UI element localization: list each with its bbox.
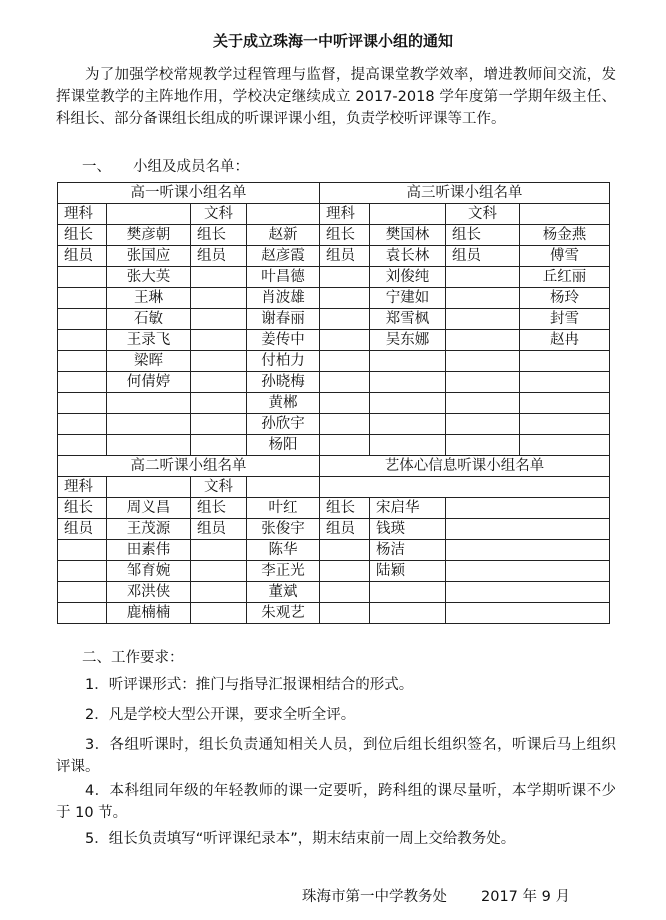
member-name: 肖波雄 <box>247 288 320 309</box>
subject-row <box>58 204 610 225</box>
member-name <box>107 435 191 456</box>
section-1-number: 一、 <box>82 159 111 175</box>
table-cell <box>446 309 520 330</box>
member-name: 张大英 <box>107 267 191 288</box>
table-cell <box>370 204 446 225</box>
leader-name: 宋启华 <box>370 498 446 519</box>
requirement-1: 1．听评课形式：推门与指导汇报课相结合的形式。 <box>85 677 414 693</box>
leader-name: 樊彦朝 <box>107 225 191 246</box>
member-name <box>107 414 191 435</box>
group-title-g1: 高一听课小组名单 <box>58 183 320 204</box>
table-cell <box>446 351 520 372</box>
member-name <box>370 582 446 603</box>
leader-name: 叶红 <box>247 498 320 519</box>
section-2-heading: 二、工作要求： <box>82 650 184 666</box>
table-cell <box>191 309 247 330</box>
section-1-heading <box>82 155 249 176</box>
group-title-art: 艺体心信息听课小组名单 <box>320 456 610 477</box>
subject-row <box>58 477 610 498</box>
member-name: 朱观艺 <box>247 603 320 624</box>
member-name <box>520 372 610 393</box>
member-name <box>370 351 446 372</box>
member-name <box>370 372 446 393</box>
table-cell <box>191 561 247 582</box>
member-name: 梁晖 <box>107 351 191 372</box>
member-name: 王琳 <box>107 288 191 309</box>
member-row <box>58 603 610 624</box>
arts-label: 文科 <box>191 477 247 498</box>
member-name: 杨阳 <box>247 435 320 456</box>
member-name: 杨洁 <box>370 540 446 561</box>
signoff <box>302 885 570 906</box>
leader-label: 组长 <box>320 225 370 246</box>
table-cell <box>58 603 107 624</box>
table-cell <box>191 435 247 456</box>
group-title-g3: 高三听课小组名单 <box>320 183 610 204</box>
member-name: 张俊宇 <box>247 519 320 540</box>
member-name: 丘红丽 <box>520 267 610 288</box>
table-cell <box>446 267 520 288</box>
table-cell <box>107 204 191 225</box>
table-cell <box>191 393 247 414</box>
leader-label: 组长 <box>58 498 107 519</box>
member-name <box>520 351 610 372</box>
member-name <box>520 435 610 456</box>
member-name: 姜传中 <box>247 330 320 351</box>
table-cell <box>191 288 247 309</box>
member-name: 傅雪 <box>520 246 610 267</box>
member-name <box>370 435 446 456</box>
table-cell <box>320 603 370 624</box>
member-name: 张国应 <box>107 246 191 267</box>
leader-label: 组长 <box>58 225 107 246</box>
member-name: 何倩婷 <box>107 372 191 393</box>
member-name: 孙欣宇 <box>247 414 320 435</box>
table-cell <box>446 519 610 540</box>
table-cell <box>58 540 107 561</box>
member-name: 赵冉 <box>520 330 610 351</box>
member-name: 付柏力 <box>247 351 320 372</box>
leader-name: 赵新 <box>247 225 320 246</box>
leader-name: 周义昌 <box>107 498 191 519</box>
member-name: 石敏 <box>107 309 191 330</box>
table-cell <box>320 267 370 288</box>
member-name: 刘俊纯 <box>370 267 446 288</box>
table-cell <box>58 372 107 393</box>
member-name: 赵彦霞 <box>247 246 320 267</box>
requirement-4: 4．本科组同年级的年轻教师的课一定要听，跨科组的课尽量听，本学期听课不少于 10 节。 <box>56 783 616 821</box>
document-title: 关于成立珠海一中听评课小组的通知 <box>212 32 453 50</box>
table-cell <box>446 435 520 456</box>
member-row <box>58 519 610 540</box>
leader-label: 组长 <box>191 225 247 246</box>
table-cell <box>191 330 247 351</box>
member-row <box>58 309 610 330</box>
member-row <box>58 435 610 456</box>
table-cell <box>446 414 520 435</box>
table-cell <box>191 351 247 372</box>
table-cell <box>58 435 107 456</box>
table-cell <box>58 561 107 582</box>
group-title-row <box>58 183 610 204</box>
member-name <box>520 393 610 414</box>
signoff-date: 2017 年 9 月 <box>481 889 570 905</box>
table-cell <box>191 414 247 435</box>
table-cell <box>58 309 107 330</box>
table-cell <box>320 372 370 393</box>
member-row <box>58 561 610 582</box>
member-name: 叶昌德 <box>247 267 320 288</box>
member-label: 组员 <box>191 519 247 540</box>
member-name: 杨玲 <box>520 288 610 309</box>
table-cell <box>58 351 107 372</box>
table-cell <box>446 561 610 582</box>
table-cell <box>58 393 107 414</box>
table-cell <box>520 204 610 225</box>
group-title-row <box>58 456 610 477</box>
member-name: 陈华 <box>247 540 320 561</box>
member-name: 宁建如 <box>370 288 446 309</box>
member-label: 组员 <box>191 246 247 267</box>
member-name <box>520 414 610 435</box>
table-cell <box>191 267 247 288</box>
table-cell <box>320 540 370 561</box>
table-cell <box>320 288 370 309</box>
member-label: 组员 <box>320 519 370 540</box>
member-name: 袁长林 <box>370 246 446 267</box>
science-label: 理科 <box>58 477 107 498</box>
member-name: 董斌 <box>247 582 320 603</box>
member-name <box>370 414 446 435</box>
science-label: 理科 <box>58 204 107 225</box>
member-name: 黄郴 <box>247 393 320 414</box>
member-row <box>58 582 610 603</box>
member-row <box>58 351 610 372</box>
table-cell <box>320 330 370 351</box>
table-cell <box>320 309 370 330</box>
leader-row <box>58 225 610 246</box>
member-name <box>107 393 191 414</box>
intro-paragraph: 为了加强学校常规教学过程管理与监督，提高课堂教学效率，增进教师间交流，发挥课堂教学的主阵地作用，学校决定继续成立 2017-2018 学年度第一学期年级主任、科组长、部分备课组长组成的听课评课小组，负责学校听评课等工作。 <box>56 67 616 127</box>
member-name: 李正光 <box>247 561 320 582</box>
table-cell <box>320 477 610 498</box>
member-row <box>58 372 610 393</box>
member-label: 组员 <box>58 246 107 267</box>
member-name: 邓洪侠 <box>107 582 191 603</box>
member-label: 组员 <box>320 246 370 267</box>
member-row <box>58 288 610 309</box>
section-1-text: 小组及成员名单： <box>133 159 249 175</box>
arts-label: 文科 <box>191 204 247 225</box>
arts-label: 文科 <box>446 204 520 225</box>
table-cell <box>446 288 520 309</box>
table-cell <box>320 414 370 435</box>
member-name <box>370 393 446 414</box>
leader-name: 樊国林 <box>370 225 446 246</box>
table-cell <box>320 582 370 603</box>
table-cell <box>446 372 520 393</box>
science-label: 理科 <box>320 204 370 225</box>
requirement-5: 5．组长负责填写“听评课纪录本”，期末结束前一周上交给教务处。 <box>85 831 516 847</box>
member-row <box>58 246 610 267</box>
table-cell <box>247 477 320 498</box>
table-cell <box>446 603 610 624</box>
table-cell <box>446 330 520 351</box>
member-name: 陆颖 <box>370 561 446 582</box>
member-name: 王茂源 <box>107 519 191 540</box>
table-cell <box>191 603 247 624</box>
member-name: 王录飞 <box>107 330 191 351</box>
table-cell <box>58 267 107 288</box>
member-name: 孙晓梅 <box>247 372 320 393</box>
table-cell <box>191 540 247 561</box>
member-name: 封雪 <box>520 309 610 330</box>
member-row <box>58 393 610 414</box>
table-cell <box>446 393 520 414</box>
member-label: 组员 <box>58 519 107 540</box>
leader-row <box>58 498 610 519</box>
table-cell <box>58 414 107 435</box>
member-name <box>370 603 446 624</box>
table-cell <box>320 435 370 456</box>
table-cell <box>446 498 610 519</box>
table-cell <box>446 582 610 603</box>
table-cell <box>320 351 370 372</box>
member-name: 郑雪枫 <box>370 309 446 330</box>
table-cell <box>58 330 107 351</box>
member-name: 田素伟 <box>107 540 191 561</box>
table-cell <box>58 582 107 603</box>
leader-name: 杨金燕 <box>520 225 610 246</box>
table-cell <box>320 561 370 582</box>
table-cell <box>320 393 370 414</box>
requirement-3: 3．各组听课时，组长负责通知相关人员，到位后组长组织签名，听课后马上组织评课。 <box>56 737 616 775</box>
member-row <box>58 267 610 288</box>
member-row <box>58 414 610 435</box>
leader-label: 组长 <box>191 498 247 519</box>
member-name: 邹育婉 <box>107 561 191 582</box>
member-row <box>58 540 610 561</box>
table-cell <box>191 582 247 603</box>
table-cell <box>58 288 107 309</box>
requirement-2: 2．凡是学校大型公开课，要求全听全评。 <box>85 707 356 723</box>
member-name: 鹿楠楠 <box>107 603 191 624</box>
member-name: 谢春丽 <box>247 309 320 330</box>
signoff-org: 珠海市第一中学教务处 <box>302 889 447 905</box>
table-cell <box>107 477 191 498</box>
member-label: 组员 <box>446 246 520 267</box>
table-cell <box>191 372 247 393</box>
table-cell <box>446 540 610 561</box>
leader-label: 组长 <box>320 498 370 519</box>
member-name: 吴东娜 <box>370 330 446 351</box>
table-cell <box>247 204 320 225</box>
member-name: 钱瑛 <box>370 519 446 540</box>
group-title-g2: 高二听课小组名单 <box>58 456 320 477</box>
members-table <box>57 182 610 624</box>
leader-label: 组长 <box>446 225 520 246</box>
member-row <box>58 330 610 351</box>
